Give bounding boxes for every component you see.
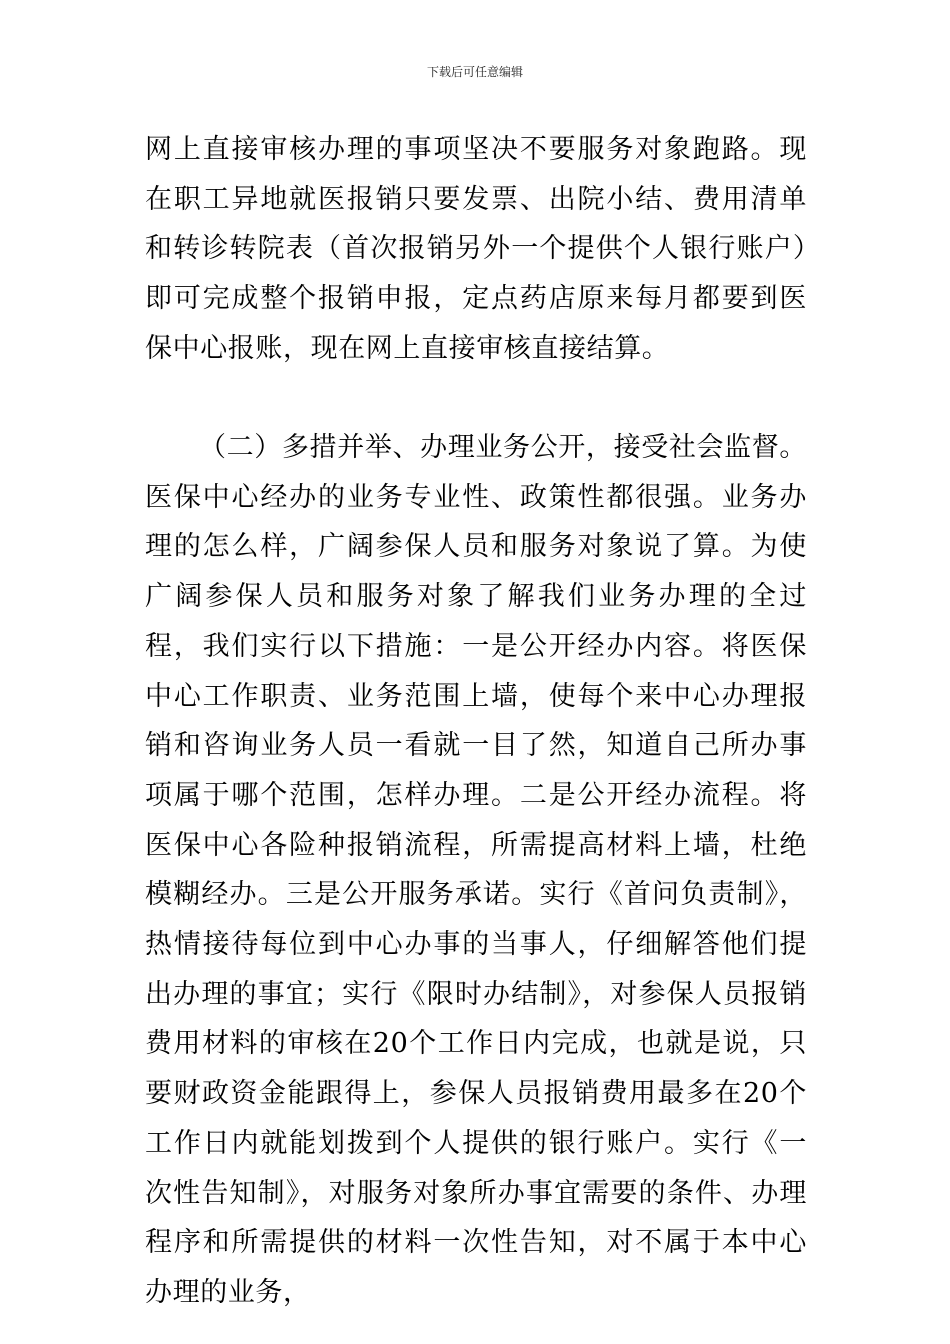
body-paragraph-2: （二）多措并举、办理业务公开，接受社会监督。医保中心经办的业务专业性、政策性都很强。业务办理的怎么样，广阔参保人员和服务对象说了算。为使广阔参保人员和服务对象了解我们业务办理的全过程，我们实行以下措施：一是公开经办内容。将医保中心工作职责、业务范围上墙，使每个来中心办理报销和咨询业务人员一看就一目了然，知道自己所办事项属于哪个范围，怎样办理。二是公开经办流程。将医保中心各险种报销流程，所需提高材料上墙，杜绝模糊经办。三是公开服务承诺。实行《首问负责制》，热情接待每位到中心办事的当事人，仔细解答他们提出办理的事宜；实行《限时办结制》，对参保人员报销费用材料的审核在20个工作日内完成，也就是说，只要财政资金能跟得上，参保人员报销费用最多在20个工作日内就能划拨到个人提供的银行账户。实行《一次性告知制》，对服务对象所办事宜需要的条件、办理程序和所需提供的材料一次性告知，对不属于本中心办理的业务， — [145, 432, 807, 1308]
body-paragraph-1: 网上直接审核办理的事项坚决不要服务对象跑路。现在职工异地就医报销只要发票、出院小结、费用清单和转诊转院表（首次报销另外一个提供个人银行账户）即可完成整个报销申报，定点药店原来每月都要到医保中心报账，现在网上直接审核直接结算。 — [145, 134, 807, 364]
page-header: 下载后可任意编辑 — [426, 65, 523, 79]
